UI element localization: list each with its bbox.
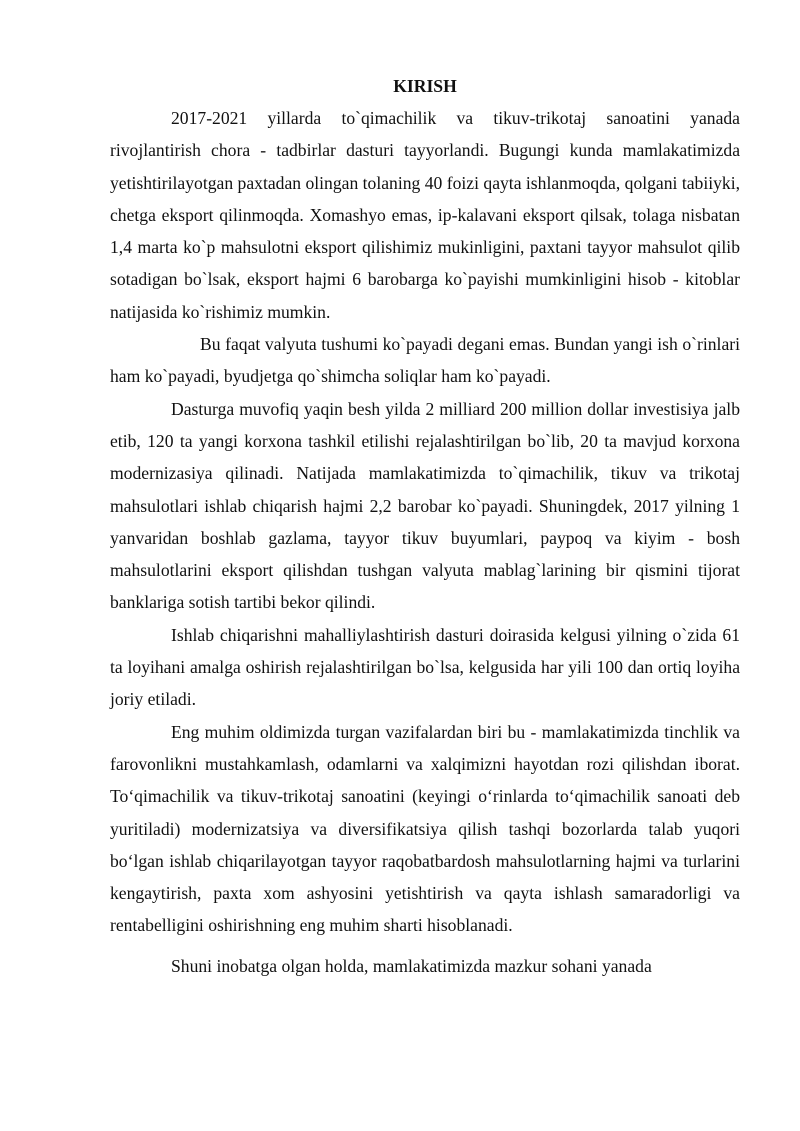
page-title: KIRISH — [393, 76, 457, 96]
paragraph-localization: Ishlab chiqarishni mahalliylashtirish dasturi doirasida kelgusi yilning o`zida 61 ta loyihani amalga oshirish rejalashtirilgan bo`lsa, kelgusida har yili 100 dan ortiq loyiha joriy etiladi. — [110, 624, 740, 710]
paragraph-tasks: Eng muhim oldimizda turgan vazifalardan biri bu - mamlakatimizda tinchlik va farovonlikni mustahkamlash, odamlarni va xalqimizni hayotdan rozi qilishdan iborat. To‘qimachilik va tikuv-trikotaj sanoatini (keyingi o‘rinlarda to‘qimachilik sanoati deb yuritiladi) modernizatsiya va diversifikatsiya qilish tashqi bozorlarda talab yuqori bo‘lgan ishlab chiqarilayotgan tayyor raqobatbardosh mahsulotlarning hajmi va turlarini kengaytirish, paxta xom ashyosini yetishtirish va qayta ishlash samaradorligi va rentabelligini oshirishning eng muhim sharti hisoblanadi. — [110, 721, 740, 936]
paragraph-intro: 2017-2021 yillarda to`qimachilik va tikuv-trikotaj sanoatini yanada rivojlantirish chora - tadbirlar dasturi tayyorlandi. Bugungi kunda mamlakatimizda yetishtirilayotgan paxtadan olingan tolaning 40 foizi qayta ishlanmoqda, qolgani tabiiyki, chetga eksport qilinmoqda. Xomashyo emas, ip-kalavani eksport qilsak, tolaga nisbatan 1,4 marta ko`p mahsulotni eksport qilishimiz mukinligini, paxtani tayyor mahsulot qilib sotadigan bo`lsak, eksport hajmi 6 barobarga ko`payishi mumkinligini hisob - kitoblar natijasida ko`rishimiz mumkin. — [110, 108, 740, 322]
paragraph-currency: Bu faqat valyuta tushumi ko`payadi degani emas. Bundan yangi ish o`rinlari ham ko`payadi, byudjetga qo`shimcha soliqlar ham ko`payadi. — [110, 334, 740, 387]
document-body — [110, 72, 740, 982]
paragraph-program: Dasturga muvofiq yaqin besh yilda 2 milliard 200 million dollar investisiya jalb etib, 120 ta yangi korxona tashkil etilishi rejalashtirilgan bo`lib, 20 ta mavjud korxona modernizasiya qilinadi. Natijada mamlakatimizda to`qimachilik, tikuv va trikotaj mahsulotlari ishlab chiqarish hajmi 2,2 barobar ko`payadi. Shuningdek, 2017 yilning 1 yanvaridan boshlab gazlama, tayyor tikuv buyumlari, paypoq va kiyim - bosh mahsulotlarini eksport qilishdan tushgan valyuta mablag`larining bir qismini tijorat banklariga sotish tartibi bekor qilindi. — [110, 398, 740, 613]
paragraph-continuation: Shuni inobatga olgan holda, mamlakatimizda mazkur sohani yanada — [171, 955, 652, 976]
